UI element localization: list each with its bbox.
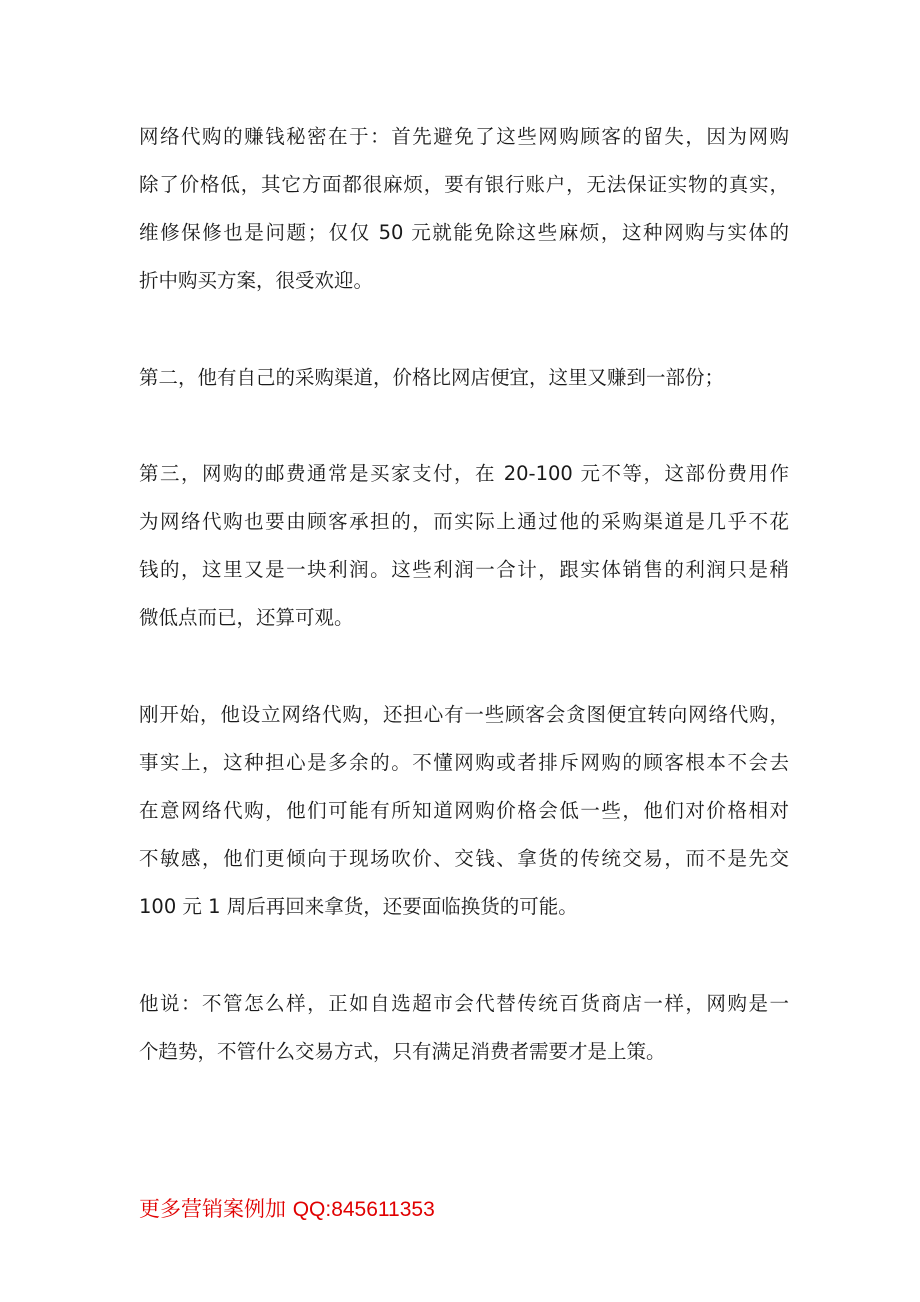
paragraph-5-line-2: 个趋势，不管什么交易方式，只有满足消费者需要才是上策。 [139,1040,666,1063]
paragraph-4-line-5: 100 元 1 周后再回来拿货，还要面临换货的可能。 [139,895,578,918]
paragraph-2-line-1: 第二，他有自己的采购渠道，价格比网店便宜，这里又赚到一部份； [139,366,725,389]
paragraph-4-line-2: 事实上，这种担心是多余的。不懂网购或者排斥网购的顾客根本不会去 [139,751,789,774]
paragraph-1-line-1: 网络代购的赚钱秘密在于：首先避免了这些网购顾客的留失，因为网购 [139,125,789,148]
paragraph-3-line-2: 为网络代购也要由顾客承担的，而实际上通过他的采购渠道是几乎不花 [139,510,789,533]
paragraph-4-line-3: 在意网络代购，他们可能有所知道网购价格会低一些，他们对价格相对 [139,799,789,822]
paragraph-4-line-1: 刚开始，他设立网络代购，还担心有一些顾客会贪图便宜转向网络代购， [139,703,789,726]
paragraph-1-line-4: 折中购买方案，很受欢迎。 [139,269,374,292]
promo-text: 更多营销案例加 [139,1197,293,1221]
paragraph-3-line-3: 钱的，这里又是一块利润。这些利润一合计，跟实体销售的利润只是稍 [139,558,789,581]
paragraph-3-line-4: 微低点而已，还算可观。 [139,606,354,629]
paragraph-1-line-2: 除了价格低，其它方面都很麻烦，要有银行账户，无法保证实物的真实， [139,173,789,196]
paragraph-1-line-3: 维修保修也是问题；仅仅 50 元就能免除这些麻烦，这种网购与实体的 [139,221,789,244]
paragraph-3-line-1: 第三，网购的邮费通常是买家支付，在 20-100 元不等，这部份费用作 [139,462,789,485]
paragraph-5-line-1: 他说：不管怎么样，正如自选超市会代替传统百货商店一样，网购是一 [139,992,789,1015]
promo-footer [139,1195,435,1224]
promo-qq-number: QQ:845611353 [292,1198,435,1221]
paragraph-4-line-4: 不敏感，他们更倾向于现场吹价、交钱、拿货的传统交易，而不是先交 [139,847,789,870]
